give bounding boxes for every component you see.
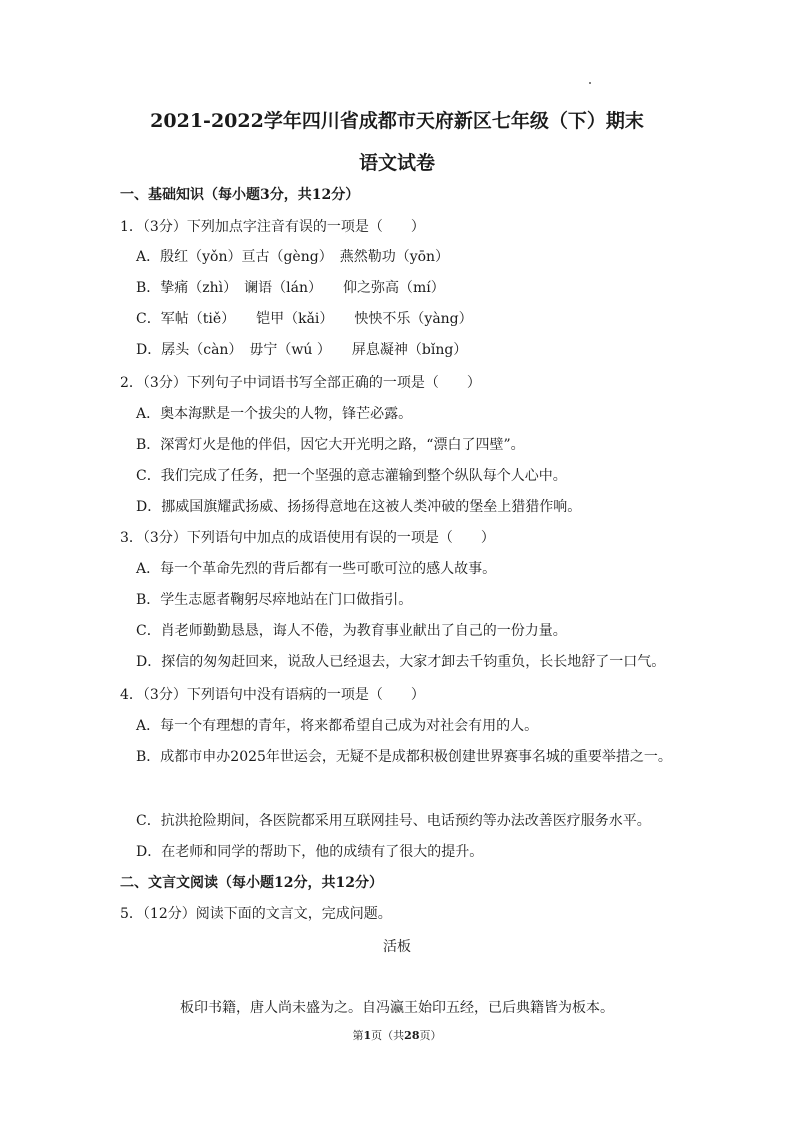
section-heading-basic: 一、基础知识（每小题3分，共12分） xyxy=(120,187,360,203)
question-1-option-b: B．挚痛（zhì） 谰语（lán） 仰之弥高（mí） xyxy=(136,280,445,296)
question-3-option-d: D．探信的匆匆赶回来，说敌人已经退去，大家才卸去千钧重负，长长地舒了一口气。 xyxy=(136,654,666,670)
question-4-option-b: B．成都市申办2025年世运会，无疑不是成都积极创建世界赛事名城的重要举措之一。 xyxy=(136,749,672,765)
section-heading-classical: 二、文言文阅读（每小题12分，共12分） xyxy=(120,875,383,891)
passage-text: 板印书籍，唐人尚未盛为之。自冯瀛王始印五经，已后典籍皆为板本。 xyxy=(180,1000,614,1016)
question-2-option-b: B．深霄灯火是他的伴侣，因它大开光明之路，“漂白了四壁”。 xyxy=(136,437,525,453)
question-4-option-c: C．抗洪抢险期间，各医院都采用互联网挂号、电话预约等办法改善医疗服务水平。 xyxy=(136,813,651,829)
footer-mid: 页（共 xyxy=(371,1029,405,1042)
question-2-option-a: A．奥本海默是一个拔尖的人物，锋芒必露。 xyxy=(136,406,413,422)
question-3-option-c: C．肖老师勤勤恳恳，诲人不倦，为教育事业献出了自己的一份力量。 xyxy=(136,623,567,639)
question-3-option-b: B．学生志愿者鞠躬尽瘁地站在门口做指引。 xyxy=(136,592,413,608)
question-3-option-a: A．每一个革命先烈的背后都有一些可歌可泣的感人故事。 xyxy=(136,561,497,577)
question-1-stem: 1．（3分）下列加点字注音有误的一项是（ ） xyxy=(120,219,425,235)
footer-page-number: 1 xyxy=(363,1029,372,1042)
question-2-stem: 2．（3分）下列句子中词语书写全部正确的一项是（ ） xyxy=(120,375,481,391)
page-footer xyxy=(0,1027,794,1043)
exam-title-line2: 语文试卷 xyxy=(358,152,435,174)
question-1-option-a: A．殷红（yǒn）亘古（gèng） 燕然勒功（yōn） xyxy=(136,249,450,265)
exam-title-line1: 2021-2022学年四川省成都市天府新区七年级（下）期末 xyxy=(150,110,644,132)
question-4-stem: 4．（3分）下列语句中没有语病的一项是（ ） xyxy=(120,687,425,703)
question-2-option-d: D．挪威国旗耀武扬威、扬扬得意地在这被人类冲破的堡垒上猎猎作响。 xyxy=(136,499,582,515)
question-5-stem: 5．（12分）阅读下面的文言文，完成问题。 xyxy=(120,906,392,922)
passage-title: 活板 xyxy=(383,939,411,955)
footer-total-pages: 28 xyxy=(404,1029,420,1042)
question-1-option-c: C．军帖（tiě） 铠甲（kǎi） 怏怏不乐（yàng） xyxy=(136,311,473,327)
question-1-option-d: D．孱头（càn） 毋宁（wú ） 屏息凝神（bǐng） xyxy=(136,342,468,358)
question-2-option-c: C．我们完成了任务，把一个坚强的意志灌输到整个纵队每个人心中。 xyxy=(136,468,567,484)
question-4-option-a: A．每一个有理想的青年，将来都希望自己成为对社会有用的人。 xyxy=(136,718,539,734)
footer-suffix: 页） xyxy=(419,1029,442,1042)
question-3-stem: 3．（3分）下列语句中加点的成语使用有误的一项是（ ） xyxy=(120,530,495,546)
question-4-option-d: D．在老师和同学的帮助下，他的成绩有了很大的提升。 xyxy=(136,844,484,860)
scan-dot xyxy=(589,82,591,84)
footer-prefix: 第 xyxy=(352,1029,364,1042)
